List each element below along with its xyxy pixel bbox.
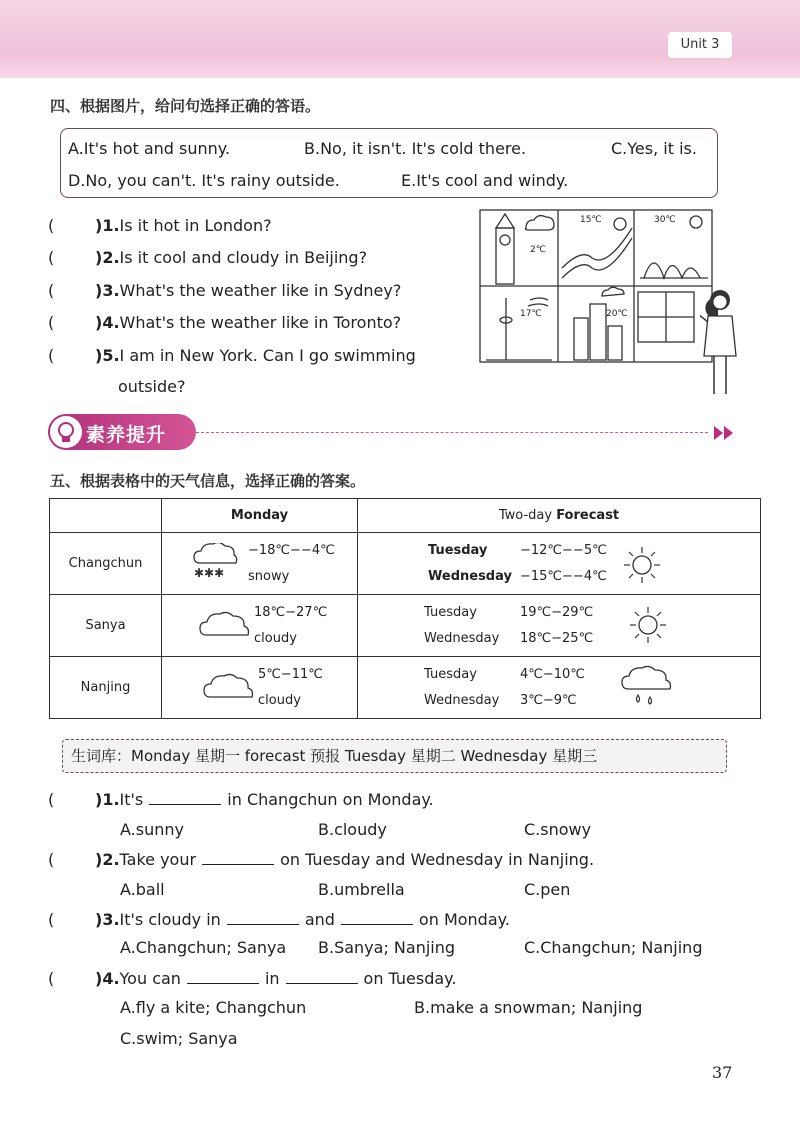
forecast-temp1: 19℃−29℃ (520, 605, 594, 620)
question-pre: It's cloudy in (119, 910, 221, 929)
s5-q2-choice-b: B.umbrella (318, 880, 405, 899)
forecast-sanya (358, 595, 761, 657)
question-3 (95, 281, 401, 300)
question-text: Is it hot in London? (119, 216, 272, 235)
s5-q3-choice-b: B.Sanya; Nanjing (318, 938, 456, 957)
answer-paren[interactable]: ( (48, 910, 55, 929)
fill-blank[interactable] (187, 983, 259, 984)
snow-cloud-icon (192, 543, 244, 579)
question-mid: in (264, 969, 280, 988)
cloud-icon (198, 609, 252, 639)
question-text: What's the weather like in Toronto? (119, 313, 402, 332)
question-number: )3. (95, 281, 120, 300)
forecast-day2: Wednesday (424, 631, 500, 646)
s5-q2-choice-a: A.ball (120, 880, 165, 899)
lightbulb-icon (50, 416, 82, 448)
monday-temp: −18℃−−4℃ (248, 543, 335, 558)
rain-cloud-icon (620, 665, 676, 709)
teacher-figure (700, 286, 740, 398)
question-text: What's the weather like in Sydney? (119, 281, 402, 300)
option-b: B.No, it isn't. It's cold there. (304, 139, 527, 158)
s5-question-3 (95, 910, 510, 929)
option-a: A.It's hot and sunny. (68, 139, 231, 158)
banner-dash-line (196, 432, 708, 433)
s5-q1-choice-b: B.cloudy (318, 820, 387, 839)
section4-title: 四、根据图片，给问句选择正确的答语。 (50, 97, 321, 115)
monday-temp: 5℃−11℃ (258, 667, 323, 682)
city-changchun: Changchun (50, 533, 162, 595)
s5-q1-choice-a: A.sunny (120, 820, 184, 839)
fill-blank[interactable] (202, 864, 274, 865)
header-forecast-bold: Forecast (556, 508, 620, 523)
question-4 (95, 313, 401, 332)
question-number: )4. (95, 313, 120, 332)
section5-title: 五、根据表格中的天气信息，选择正确的答案。 (50, 472, 366, 490)
banner-label: 素养提升 (86, 424, 167, 446)
option-d: D.No, you can't. It's rainy outside. (68, 171, 340, 190)
forecast-temp1: −12℃−−5℃ (520, 543, 607, 558)
question-mid: and (304, 910, 335, 929)
word-bank-text: 生词库：Monday 星期一 forecast 预报 Tuesday 星期二 Wednesday 星期三 (71, 747, 598, 765)
forecast-day2: Wednesday (424, 693, 500, 708)
forecast-temp2: −15℃−−4℃ (520, 569, 607, 584)
sun-icon (628, 605, 668, 645)
temp-newyork: 20℃ (606, 309, 628, 319)
question-number: )1. (95, 216, 120, 235)
s5-question-4 (95, 969, 456, 988)
monday-changchun (162, 533, 358, 595)
monday-desc: cloudy (258, 693, 301, 708)
header-forecast (358, 499, 761, 533)
s5-q2-choice-c: C.pen (524, 880, 571, 899)
question-1 (95, 216, 272, 235)
question-number: )2. (95, 248, 120, 267)
forecast-changchun (358, 533, 761, 595)
question-post: on Tuesday and Wednesday in Nanjing. (280, 850, 595, 869)
question-pre: Take your (119, 850, 197, 869)
forecast-day1: Tuesday (424, 667, 477, 682)
forecast-nanjing (358, 657, 761, 719)
question-number: )3. (95, 910, 120, 929)
s5-q4-choice-a: A.fly a kite; Changchun (120, 998, 307, 1017)
header-empty (50, 499, 162, 533)
s5-q1-choice-c: C.snowy (524, 820, 592, 839)
weather-picture-grid (478, 208, 718, 400)
header-forecast-plain: Two-day (498, 508, 557, 523)
answer-paren[interactable]: ( (48, 313, 55, 332)
unit-tab: Unit 3 (668, 32, 732, 58)
fill-blank[interactable] (286, 983, 358, 984)
answer-paren[interactable]: ( (48, 248, 55, 267)
question-number: )2. (95, 850, 120, 869)
option-c: C.Yes, it is. (611, 139, 697, 158)
answer-paren[interactable]: ( (48, 790, 55, 809)
monday-nanjing (162, 657, 358, 719)
question-post: on Monday. (418, 910, 510, 929)
temp-beijing: 15℃ (580, 215, 602, 225)
answer-paren[interactable]: ( (48, 346, 55, 365)
city-nanjing: Nanjing (50, 657, 162, 719)
forecast-day1: Tuesday (424, 605, 477, 620)
question-text: Is it cool and cloudy in Beijing? (119, 248, 368, 267)
monday-sanya (162, 595, 358, 657)
s5-question-2 (95, 850, 594, 869)
fill-blank[interactable] (341, 924, 413, 925)
city-sanya: Sanya (50, 595, 162, 657)
svg-text:✱✱✱: ✱✱✱ (194, 566, 225, 579)
header-monday: Monday (162, 499, 358, 533)
s5-q3-choice-a: A.Changchun; Sanya (120, 938, 287, 957)
s5-question-1 (95, 790, 434, 809)
question-post: in Changchun on Monday. (227, 790, 434, 809)
monday-desc: cloudy (254, 631, 297, 646)
s5-q4-choice-b: B.make a snowman; Nanjing (414, 998, 643, 1017)
s5-q4-choice-c: C.swim; Sanya (120, 1029, 238, 1048)
question-pre: It's (119, 790, 144, 809)
word-bank (62, 739, 727, 773)
question-number: )4. (95, 969, 120, 988)
fill-blank[interactable] (149, 804, 221, 805)
forecast-temp1: 4℃−10℃ (520, 667, 585, 682)
sun-icon (622, 545, 662, 585)
temp-sydney: 30℃ (654, 215, 676, 225)
question-post: on Tuesday. (363, 969, 457, 988)
question-pre: You can (119, 969, 181, 988)
forecast-day2: Wednesday (428, 569, 512, 584)
forecast-temp2: 3℃−9℃ (520, 693, 577, 708)
question-text: I am in New York. Can I go swimming (119, 346, 416, 365)
monday-desc: snowy (248, 569, 290, 584)
forecast-table (49, 498, 761, 719)
answer-paren[interactable]: ( (48, 281, 55, 300)
double-arrow-icon (712, 424, 736, 442)
temp-toronto: 17℃ (520, 309, 542, 319)
cloud-icon (202, 671, 256, 701)
question-2 (95, 248, 367, 267)
s5-q3-choice-c: C.Changchun; Nanjing (524, 938, 703, 957)
forecast-temp2: 18℃−25℃ (520, 631, 594, 646)
question-5 (95, 346, 416, 365)
forecast-day1: Tuesday (428, 543, 488, 558)
fill-blank[interactable] (227, 924, 299, 925)
option-e: E.It's cool and windy. (401, 171, 569, 190)
temp-london: 2℃ (530, 245, 546, 255)
monday-temp: 18℃−27℃ (254, 605, 328, 620)
question-5-continued: outside? (118, 377, 186, 396)
answer-paren[interactable]: ( (48, 969, 55, 988)
answer-paren[interactable]: ( (48, 850, 55, 869)
question-number: )1. (95, 790, 120, 809)
page-number: 37 (712, 1063, 733, 1082)
answer-paren[interactable]: ( (48, 216, 55, 235)
question-number: )5. (95, 346, 120, 365)
